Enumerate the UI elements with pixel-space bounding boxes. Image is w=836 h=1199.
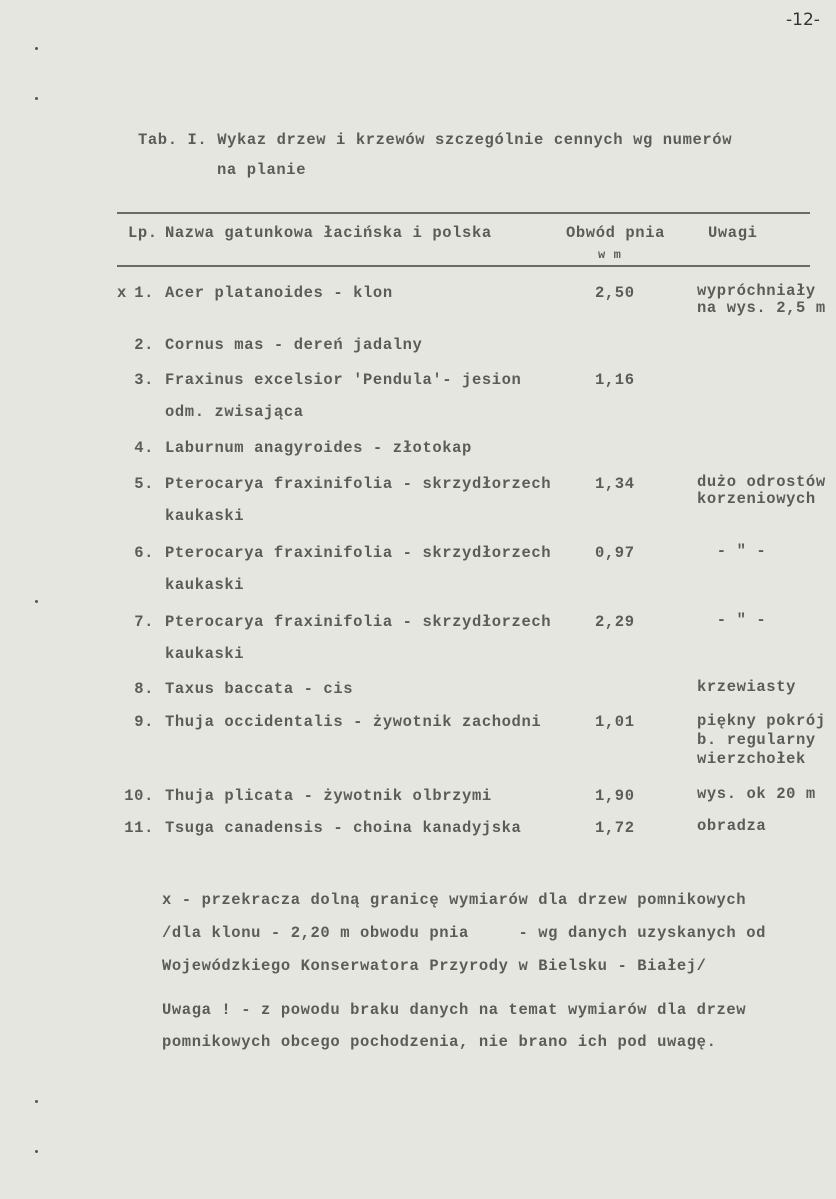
remarks: - " -	[697, 542, 767, 560]
species-name: Cornus mas - dereń jadalny	[165, 336, 423, 354]
row-number: 11.	[124, 819, 154, 837]
footnote-line: Uwaga ! - z powodu braku danych na temat wymiarów dla drzew	[162, 1001, 747, 1019]
row-number: 4.	[134, 439, 154, 457]
trunk-circumference: 1,16	[595, 371, 635, 389]
remarks: dużo odrostów korzeniowych	[697, 473, 826, 508]
species-name: Pterocarya fraxinifolia - skrzydłorzech	[165, 544, 552, 562]
species-name: Thuja occidentalis - żywotnik zachodni	[165, 713, 542, 731]
trunk-circumference: 2,50	[595, 284, 635, 302]
header-lp: Lp.	[128, 224, 158, 242]
species-name: kaukaski	[165, 576, 245, 594]
species-name: kaukaski	[165, 507, 245, 525]
species-name: Fraxinus excelsior 'Pendula'- jesion	[165, 371, 522, 389]
species-name: Tsuga canadensis - choina kanadyjska	[165, 819, 522, 837]
remarks: - " -	[697, 611, 767, 629]
footnote-line: x - przekracza dolną granicę wymiarów dla drzew pomnikowych	[162, 891, 747, 909]
species-name: odm. zwisająca	[165, 403, 304, 421]
header-circumference: Obwód pnia	[566, 224, 666, 242]
margin-mark	[35, 1100, 38, 1103]
header-unit: w m	[598, 248, 622, 262]
footnote-line: /dla klonu - 2,20 m obwodu pnia - wg danych uzyskanych od	[162, 924, 766, 942]
row-number: 1.	[134, 284, 154, 302]
row-number: 5.	[134, 475, 154, 493]
footnote-line: pomnikowych obcego pochodzenia, nie brano ich pod uwagę.	[162, 1033, 717, 1051]
margin-mark	[35, 1150, 38, 1153]
trunk-circumference: 1,34	[595, 475, 635, 493]
trunk-circumference: 0,97	[595, 544, 635, 562]
species-name: Acer platanoides - klon	[165, 284, 393, 302]
species-name: Pterocarya fraxinifolia - skrzydłorzech	[165, 613, 552, 631]
monument-mark: x	[117, 284, 127, 302]
header-rule-top	[117, 212, 810, 214]
footnote-line: Wojewódzkiego Konserwatora Przyrody w Bielsku - Białej/	[162, 957, 707, 975]
row-number: 2.	[134, 336, 154, 354]
species-name: Taxus baccata - cis	[165, 680, 354, 698]
species-name: Pterocarya fraxinifolia - skrzydłorzech	[165, 475, 552, 493]
table-title: Tab. I. Wykaz drzew i krzewów szczególnie cennych wg numerów	[138, 131, 733, 149]
table-title-cont: na planie	[217, 161, 307, 179]
remarks: wys. ok 20 m	[697, 785, 816, 803]
row-number: 7.	[134, 613, 154, 631]
remarks: wypróchniały na wys. 2,5 m	[697, 282, 826, 317]
species-name: kaukaski	[165, 645, 245, 663]
row-number: 6.	[134, 544, 154, 562]
page-number: -12-	[786, 10, 820, 30]
header-name: Nazwa gatunkowa łacińska i polska	[165, 224, 492, 242]
species-name: Laburnum anagyroides - złotokap	[165, 439, 472, 457]
margin-mark	[35, 47, 38, 50]
trunk-circumference: 1,72	[595, 819, 635, 837]
margin-mark	[35, 97, 38, 100]
remarks: obradza	[697, 817, 767, 835]
row-number: 8.	[134, 680, 154, 698]
trunk-circumference: 2,29	[595, 613, 635, 631]
species-name: Thuja plicata - żywotnik olbrzymi	[165, 787, 492, 805]
remarks: piękny pokrój b. regularny wierzchołek	[697, 712, 826, 768]
row-number: 9.	[134, 713, 154, 731]
margin-mark	[35, 600, 38, 603]
trunk-circumference: 1,01	[595, 713, 635, 731]
row-number: 10.	[124, 787, 154, 805]
row-number: 3.	[134, 371, 154, 389]
remarks: krzewiasty	[697, 678, 797, 696]
trunk-circumference: 1,90	[595, 787, 635, 805]
header-rule-bottom	[117, 265, 810, 267]
header-remarks: Uwagi	[708, 224, 758, 242]
